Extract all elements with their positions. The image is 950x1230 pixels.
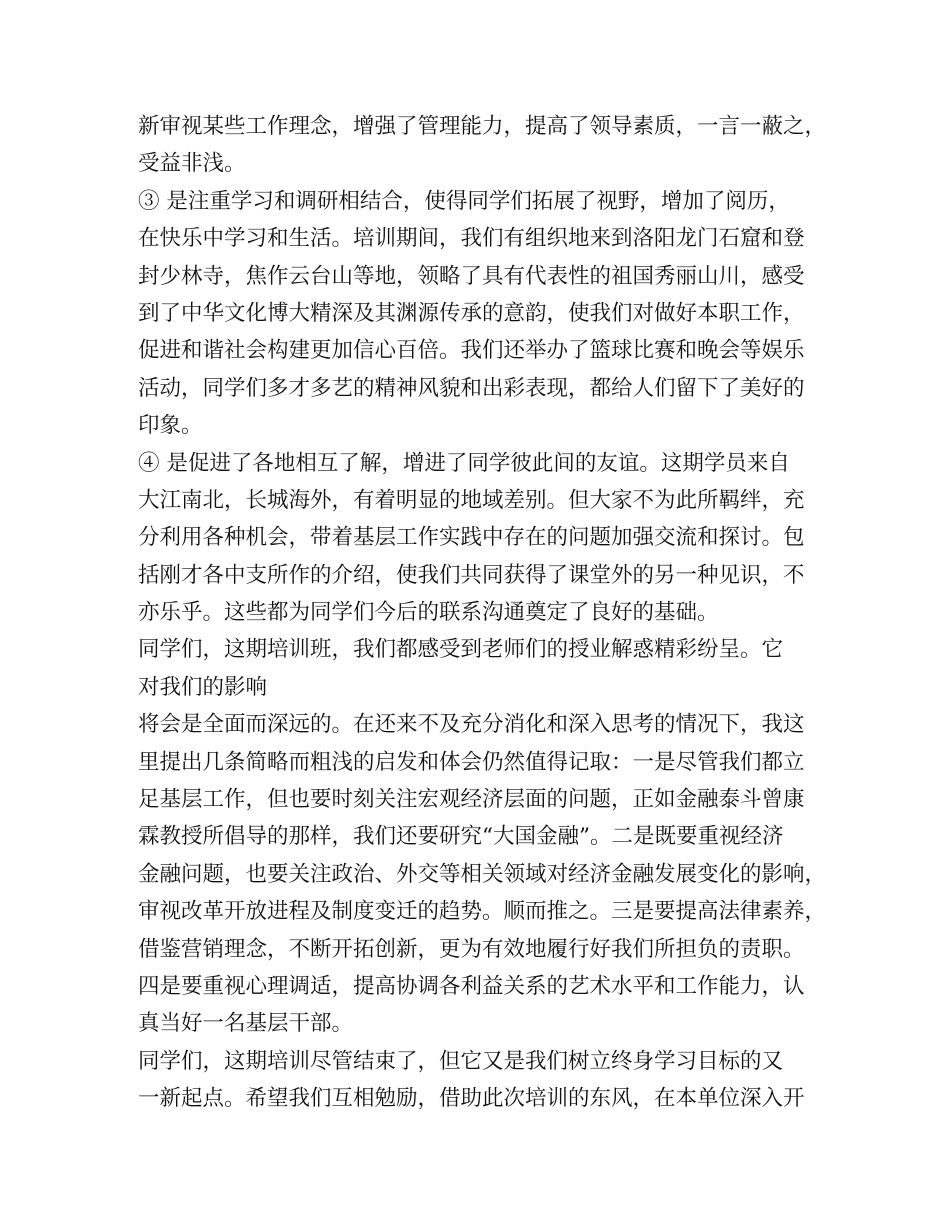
text-line: 借鉴营销理念，不断开拓创新，更为有效地履行好我们所担负的责职。 (138, 936, 805, 962)
text-line: 对我们的影响 (138, 674, 268, 700)
text-line: 印象。 (138, 413, 203, 439)
text-line: 审视改革开放进程及制度变迁的趋势。顺而推之。三是要提高法律素养， (138, 899, 827, 925)
text-line: ③ 是注重学习和调研相结合，使得同学们拓展了视野，增加了阅历， (138, 188, 790, 214)
text-line: 分利用各种机会，带着基层工作实践中存在的问题加强交流和探讨。包 (138, 525, 805, 551)
text-line: 金融问题，也要关注政治、外交等相关领域对经济金融发展变化的影响， (138, 861, 827, 887)
text-line: 促进和谐社会构建更加信心百倍。我们还举办了篮球比赛和晚会等娱乐 (138, 338, 805, 364)
text-line: 一新起点。希望我们互相勉励，借助此次培训的东风，在本单位深入开 (138, 1086, 805, 1112)
text-line: 足基层工作，但也要时刻关注宏观经济层面的问题，正如金融泰斗曾康 (138, 787, 805, 813)
text-line: 同学们，这期培训班，我们都感受到老师们的授业解惑精彩纷呈。它 (138, 637, 784, 663)
text-line: 同学们，这期培训尽管结束了，但它又是我们树立终身学习目标的又 (138, 1048, 784, 1074)
text-line: 在快乐中学习和生活。培训期间，我们有组织地来到洛阳龙门石窟和登 (138, 226, 805, 252)
text-line: 大江南北，长城海外，有着明显的地域差别。但大家不为此所羁绊，充 (138, 487, 805, 513)
text-line: 封少林寺，焦作云台山等地，领略了具有代表性的祖国秀丽山川，感受 (138, 263, 805, 289)
text-line: 亦乐乎。这些都为同学们今后的联系沟通奠定了良好的基础。 (138, 600, 719, 626)
text-line: 里提出几条简略而粗浅的启发和体会仍然值得记取：一是尽管我们都立 (138, 749, 805, 775)
text-line: 到了中华文化博大精深及其渊源传承的意韵，使我们对做好本职工作， (138, 300, 805, 326)
text-line: 活动，同学们多才多艺的精神风貌和出彩表现，都给人们留下了美好的 (138, 375, 805, 401)
text-line: ④ 是促进了各地相互了解，增进了同学彼此间的友谊。这期学员来自 (138, 450, 790, 476)
document-body (138, 108, 828, 1118)
text-line: 受益非浅。 (138, 151, 246, 177)
text-line: 新审视某些工作理念，增强了管理能力，提高了领导素质，一言一蔽之， (138, 114, 827, 139)
text-line: 霖教授所倡导的那样，我们还要研究“大国金融”。二是既要重视经济 (138, 824, 784, 850)
text-line: 括刚才各中支所作的介绍，使我们共同获得了课堂外的另一种见识，不 (138, 562, 805, 588)
text-line: 四是要重视心理调适，提高协调各利益关系的艺术水平和工作能力，认 (138, 973, 805, 999)
text-line: 将会是全面而深远的。在还来不及充分消化和深入思考的情况下，我这 (138, 712, 805, 738)
text-line: 真当好一名基层干部。 (138, 1011, 354, 1037)
